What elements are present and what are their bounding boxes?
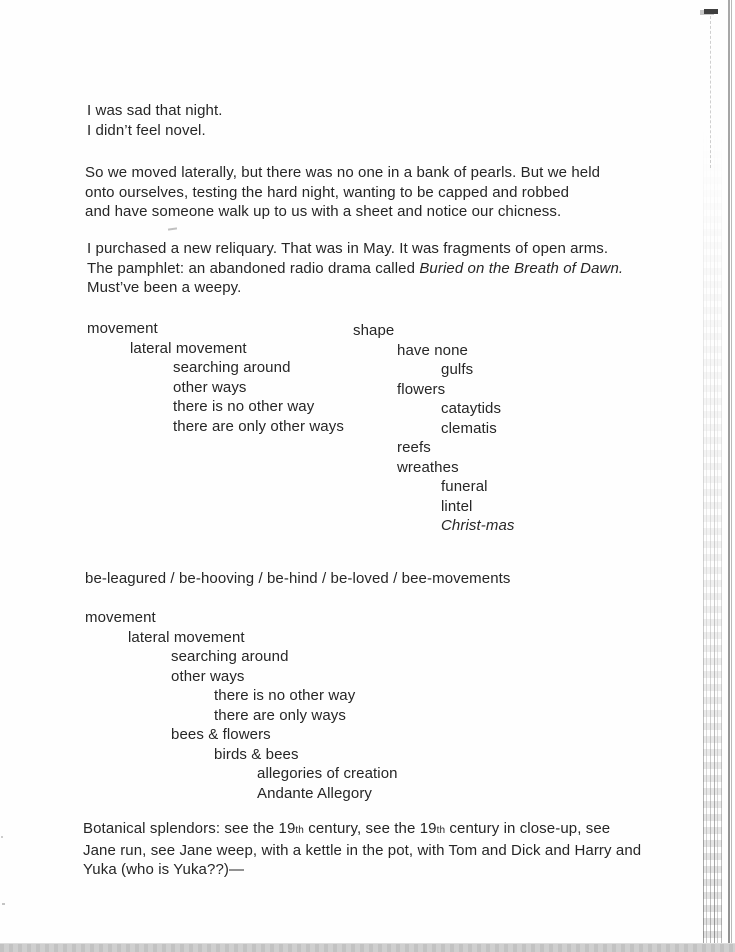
- text-segment: onto ourselves, testing the hard night, wanting to be capped and robbed: [85, 183, 570, 201]
- corner-fold-mark: [704, 9, 718, 14]
- text-segment: So we moved laterally, but there was no one in a bank of pearls. But we held: [85, 164, 601, 181]
- interlude-line: [85, 569, 511, 589]
- text-line: [87, 259, 623, 279]
- outline-item: other ways: [171, 667, 245, 685]
- text-segment: I didn’t feel novel.: [87, 121, 206, 139]
- corner-crease-line: [710, 16, 711, 168]
- outline-item: there is no other way: [173, 398, 315, 415]
- text-line: [87, 278, 623, 298]
- outline-item: there are only ways: [214, 706, 346, 724]
- outline-item: movement: [85, 609, 156, 626]
- outline-item: gulfs: [441, 361, 474, 378]
- outline-item: shape: [353, 322, 395, 339]
- outline-item: clematis: [441, 419, 497, 437]
- text-segment: I was sad that night.: [87, 102, 223, 119]
- text-line: [83, 819, 641, 841]
- text-segment: and have someone walk up to us with a sheet and notice our chicness.: [85, 203, 562, 220]
- outline-list-movement-2: [85, 608, 398, 803]
- scan-noise-band: [703, 130, 722, 951]
- text-line: [85, 183, 600, 203]
- text-line: [87, 101, 223, 121]
- text-segment: The pamphlet: an abandoned radio drama called: [87, 259, 420, 277]
- text-line: [85, 569, 511, 589]
- scan-speck: [1, 836, 3, 838]
- page-edge-line-faint: [731, 0, 732, 951]
- text-segment: be-leagured / be-hooving / be-hind / be-loved / bee-movements: [85, 570, 511, 587]
- outline-item: Andante Allegory: [257, 784, 373, 802]
- outline-item: other ways: [173, 378, 247, 396]
- text-segment-ord: th: [295, 825, 304, 836]
- text-segment: Must’ve been a weepy.: [87, 279, 242, 296]
- stanza-1: [87, 101, 223, 140]
- text-segment: Jane run, see Jane weep, with a kettle in the pot, with Tom and Dick and Harry and: [83, 841, 642, 859]
- outline-item: reefs: [397, 439, 431, 456]
- text-segment: Yuka (who is Yuka??)—: [83, 861, 245, 878]
- text-segment: Botanical splendors: see the 19: [83, 820, 296, 837]
- scan-speck: [168, 227, 177, 230]
- outline-item: there is no other way: [214, 687, 356, 704]
- outline-item: birds & bees: [214, 745, 299, 763]
- text-line: [83, 860, 641, 880]
- text-segment: I purchased a new reliquary. That was in May. It was fragments of open arms.: [87, 240, 609, 257]
- outline-item: movement: [87, 320, 158, 337]
- stanza-4: [83, 819, 641, 880]
- text-segment: century in close-up, see: [445, 820, 611, 837]
- text-line: [85, 163, 600, 183]
- outline-list-movement: [87, 319, 344, 436]
- outline-item: lateral movement: [128, 628, 245, 646]
- text-line: [87, 239, 623, 259]
- outline-item: funeral: [441, 478, 488, 495]
- outline-item: lintel: [441, 497, 473, 515]
- text-segment: century, see the 19: [303, 820, 437, 837]
- stanza-2: [85, 163, 600, 222]
- outline-item: Christ-mas: [441, 517, 515, 534]
- scan-speck: [2, 903, 5, 905]
- outline-item: lateral movement: [130, 339, 247, 357]
- outline-item: allegories of creation: [257, 765, 398, 782]
- text-line: [85, 202, 600, 222]
- outline-item: searching around: [173, 359, 291, 376]
- outline-item: there are only other ways: [173, 417, 344, 435]
- outline-item: cataytids: [441, 400, 502, 417]
- text-segment-ord: th: [436, 825, 446, 836]
- outline-item: have none: [397, 341, 468, 359]
- outline-item: wreathes: [397, 458, 459, 476]
- page-edge-line: [728, 0, 730, 951]
- outline-list-shape: [353, 321, 515, 536]
- outline-item: flowers: [397, 380, 446, 398]
- stanza-3: [87, 239, 623, 298]
- text-line: [87, 121, 223, 141]
- text-line: [83, 841, 641, 861]
- text-segment-italic: Buried on the Breath of Dawn.: [419, 259, 624, 277]
- outline-item: bees & flowers: [171, 726, 271, 743]
- outline-item: searching around: [171, 648, 289, 665]
